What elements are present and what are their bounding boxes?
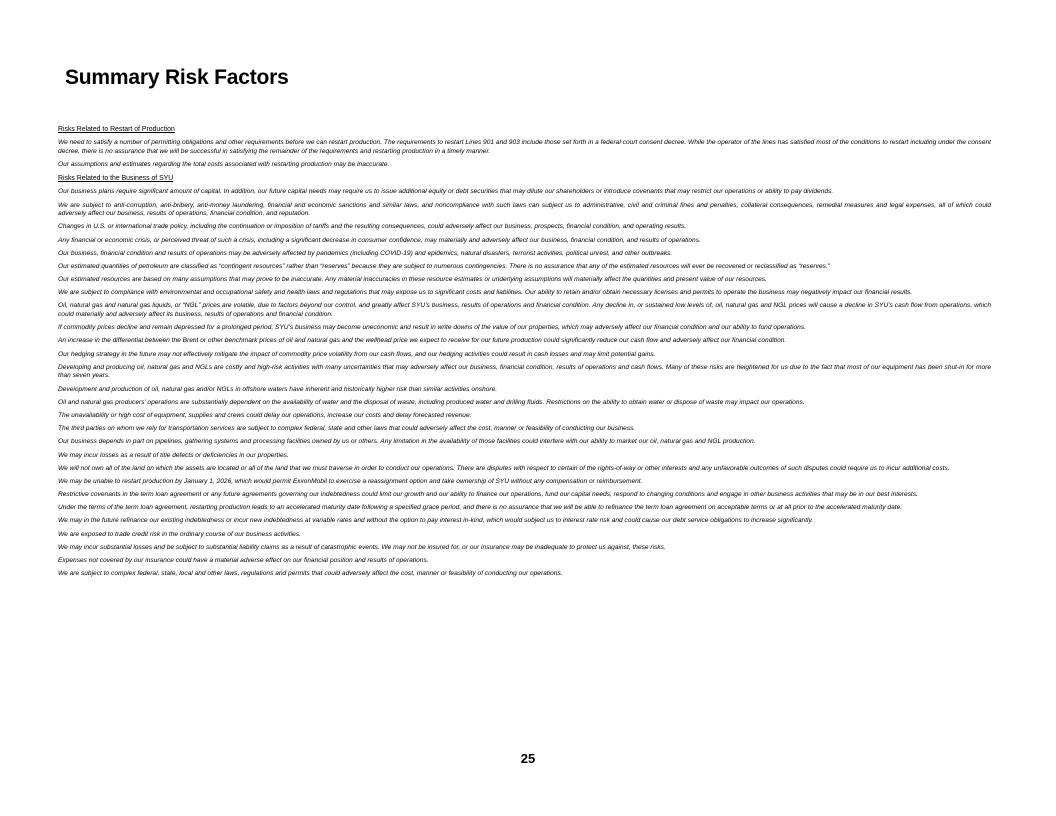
risk-item: We are subject to compliance with environmental and occupational safety and health laws and regulations that may expose us to significant costs and liabilities. Our ability to retain and/or obtain necessary licenses and permits to operate the business may negatively impact our financial results.: [58, 289, 913, 297]
risk-item: We are exposed to trade credit risk in the ordinary course of our business activities.: [58, 530, 301, 538]
risk-item: The third parties on whom we rely for transportation services are subject to complex federal, state and other laws that could adversely affect the cost, manner or feasibility of conducting our business.: [58, 425, 636, 433]
risk-item: Our estimated quantities of petroleum are classified as “contingent resources” rather than “reserves” because they are subject to numerous contingencies. There is no assurance that any of the estimated resources will ever be recovered or reclassified as “reserves.”: [58, 262, 830, 270]
risk-item: We may incur substantial losses and be subject to substantial liability claims as a result of catastrophic events. We may not be insured for, or our insurance may be inadequate to protect us against, these risks.: [58, 543, 666, 551]
page-title: Summary Risk Factors: [65, 66, 289, 89]
risk-item: We may be unable to restart production by January 1, 2026, which would permit ExxonMobil to exercise a reassignment option and take ownership of SYU without any compensation or reimbursement.: [58, 477, 643, 485]
risk-item: Our estimated resources are based on many assumptions that may prove to be inaccurate. Any material inaccuracies in these resource estimates or underlying assumptions will materially affect the quantities and present value of our resources.: [58, 276, 767, 284]
risk-item: Oil, natural gas and natural gas liquids, or “NGL” prices are volatile, due to factors beyond our control, and greatly affect SYU’s business, results of operations and financial condition. Any decline in, or sustained low levels of, oil, natural gas and NGL prices will cause a decline in SYU’s cash flow from operations, which could materially and adversely affect its business, results of operations and financial condition.: [58, 302, 991, 319]
risk-factors-content: [58, 125, 991, 583]
risk-item: Our assumptions and estimates regarding the total costs associated with restarting production may be inaccurate.: [58, 160, 390, 168]
risk-item: We are subject to anti-corruption, anti-bribery, anti-money laundering, financial and economic sanctions and similar laws, and noncompliance with such laws can subject us to administrative, civil and criminal fines and penalties, collateral consequences, remedial measures and legal expenses, all of which could adversely affect our business, results of operations, financial condition, and reputation.: [58, 201, 991, 218]
risk-item: The unavailability or high cost of equipment, supplies and crews could delay our operations, increase our costs and delay forecasted revenue.: [58, 411, 472, 419]
risk-item: Any financial or economic crisis, or perceived threat of such a crisis, including a significant decrease in consumer confidence, may materially and adversely affect our business, financial condition, and results of operations.: [58, 236, 701, 244]
risk-item: We may in the future refinance our existing indebtedness or incur new indebtedness at variable rates and without the option to pay interest in-kind, which would subject us to interest rate risk and could cause our debt service obligations to increase significantly.: [58, 517, 814, 525]
risk-item: Changes in U.S. or international trade policy, including the continuation or imposition of tariffs and the resulting consequences, could adversely affect our business, prospects, financial condition, and operating results.: [58, 223, 687, 231]
risk-item: We need to satisfy a number of permitting obligations and other requirements before we can restart production. The requirements to restart Lines 901 and 903 include those set forth in a federal court consent decree. While the operator of the lines has satisfied most of the conditions to restart including under the consent decree, there is no assurance that we will be successful in satisfying the remainder of the requirements and restarting production in a timely manner.: [58, 139, 991, 155]
section-heading-business: Risks Related to the Business of SYU: [58, 175, 174, 183]
risk-item: Developing and producing oil, natural gas and NGLs are costly and high-risk activities with many uncertainties that may adversely affect our business, financial condition, results of operations and cash flows. Many of these risks are heightened for us due to the fact that most of our equipment has been shut-in for more than seven years.: [58, 363, 991, 380]
risk-item: We may incur losses as a result of title defects or deficiencies in our properties.: [58, 451, 289, 459]
risk-item: Our business, financial condition and results of operations may be adversely affected by pandemics (including COVID-19) and epidemics, natural disasters, terrorist activities, political unrest, and other outbreaks.: [58, 249, 673, 257]
risk-item: Our business plans require significant amount of capital. In addition, our future capital needs may require us to issue additional equity or debt securities that may dilute our shareholders or introduce covenants that may restrict our operations or ability to pay dividends.: [58, 188, 834, 196]
risk-item: Our hedging strategy in the future may not effectively mitigate the impact of commodity price volatility from our cash flows, and our hedging activities could result in cash losses and may limit potential gains.: [58, 350, 656, 358]
risk-item: Under the terms of the term loan agreement, restarting production leads to an accelerated maturity date following a specified grace period, and there is no assurance that we will be able to refinance the term loan agreement on acceptable terms or at all prior to the accelerated maturity date.: [58, 504, 903, 512]
risk-item: If commodity prices decline and remain depressed for a prolonged period, SYU’s business may become uneconomic and result in write downs of the value of our properties, which may adversely affect our financial condition and our ability to fund operations.: [58, 324, 806, 332]
page-number: 25: [520, 751, 536, 766]
risk-item: We are subject to complex federal, state, local and other laws, regulations and permits that could adversely affect the cost, manner or feasibility of conducting our operations.: [58, 570, 563, 578]
risk-item: An increase in the differential between the Brent or other benchmark prices of oil and natural gas and the wellhead price we expect to receive for our future production could significantly reduce our cash flow and adversely affect our financial condition.: [58, 337, 787, 345]
risk-item: Oil and natural gas producers’ operations are substantially dependent on the availability of water and the disposal of waste, including produced water and drilling fluids. Restrictions on the ability to obtain water or dispose of waste may impact our operations.: [58, 398, 805, 406]
risk-item: Development and production of oil, natural gas and/or NGLs in offshore waters have inherent and historically higher risk than similar activities onshore.: [58, 385, 498, 393]
section-heading-restart: Risks Related to Restart of Production: [58, 126, 175, 133]
risk-item: Our business depends in part on pipelines, gathering systems and processing facilities owned by us or others. Any limitation in the availability of those facilities could interfere with our ability to market our oil, natural gas and NGL production.: [58, 438, 756, 446]
risk-item: Expenses not covered by our insurance could have a material adverse effect on our financial position and results of operations.: [58, 557, 429, 564]
risk-item: We will not own all of the land on which the assets are located or all of the land that we must traverse in order to conduct our operations. There are disputes with respect to certain of the rights-of-way or other interests and any unfavorable outcomes of such disputes could require us to incur additional costs.: [58, 464, 950, 472]
risk-item: Restrictive covenants in the term loan agreement or any future agreements governing our indebtedness could limit our growth and our ability to finance our operations, fund our capital needs, respond to changing conditions and engage in other business activities that may be in our best interests.: [58, 491, 918, 499]
